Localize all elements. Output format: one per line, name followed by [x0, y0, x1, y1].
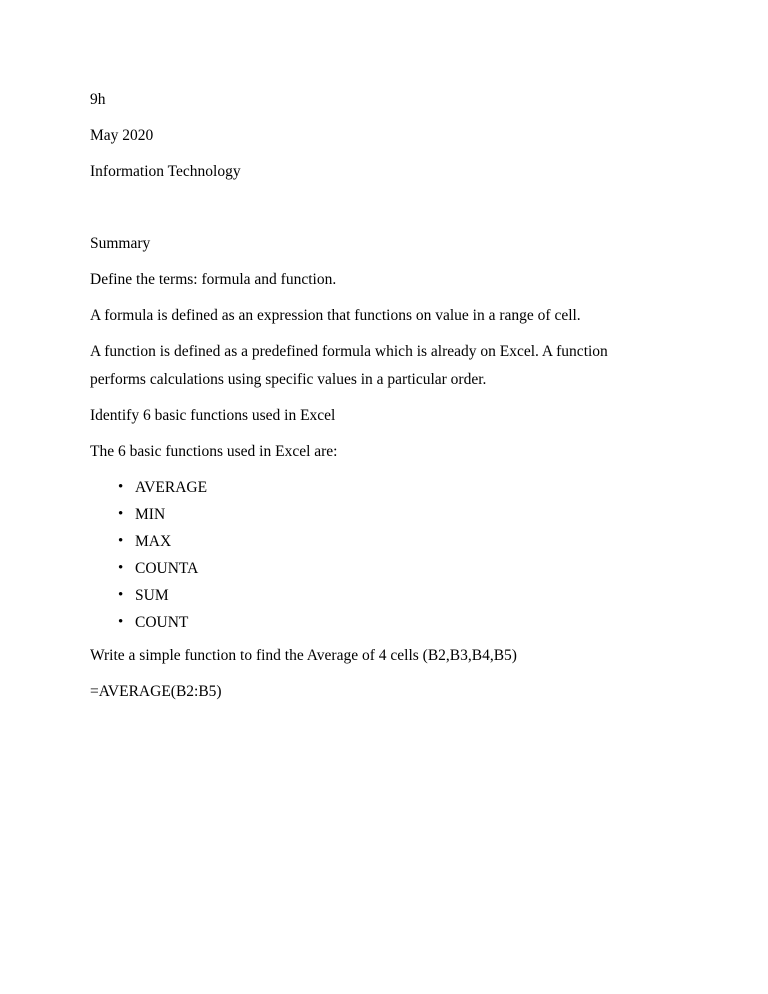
functions-list-intro: The 6 basic functions used in Excel are: — [90, 443, 338, 460]
header-date: May 2020 — [90, 127, 154, 144]
bullet-icon: • — [118, 533, 124, 549]
list-item-label: AVERAGE — [135, 479, 208, 496]
list-item — [90, 474, 660, 501]
answer-average-formula: =AVERAGE(B2:B5) — [90, 683, 222, 700]
bullet-icon: • — [118, 506, 124, 522]
list-item-label: MIN — [135, 506, 166, 523]
bullet-icon: • — [118, 587, 124, 603]
formula-definition: A formula is defined as an expression that functions on value in a range of cell. — [90, 307, 581, 324]
list-item — [90, 582, 660, 609]
functions-bullet-list — [90, 474, 660, 636]
summary-heading: Summary — [90, 235, 151, 252]
prompt-identify-functions: Identify 6 basic functions used in Excel — [90, 407, 336, 424]
document-body — [90, 86, 660, 706]
header-subject: Information Technology — [90, 163, 241, 180]
list-item — [90, 609, 660, 636]
bullet-icon: • — [118, 560, 124, 576]
header-class-code: 9h — [90, 91, 106, 108]
bullet-icon: • — [118, 479, 124, 495]
list-item — [90, 501, 660, 528]
list-item-label: COUNT — [135, 614, 189, 631]
list-item-label: COUNTA — [135, 560, 199, 577]
list-item — [90, 555, 660, 582]
list-item-label: MAX — [135, 533, 172, 550]
prompt-write-function: Write a simple function to find the Average of 4 cells (B2,B3,B4,B5) — [90, 647, 517, 664]
list-item — [90, 528, 660, 555]
prompt-define-terms: Define the terms: formula and function. — [90, 271, 337, 288]
function-definition: A function is defined as a predefined formula which is already on Excel. A function performs calculations using specific values in a particular order. — [90, 343, 608, 388]
bullet-icon: • — [118, 614, 124, 630]
section-spacer — [90, 194, 660, 230]
list-item-label: SUM — [135, 587, 169, 604]
